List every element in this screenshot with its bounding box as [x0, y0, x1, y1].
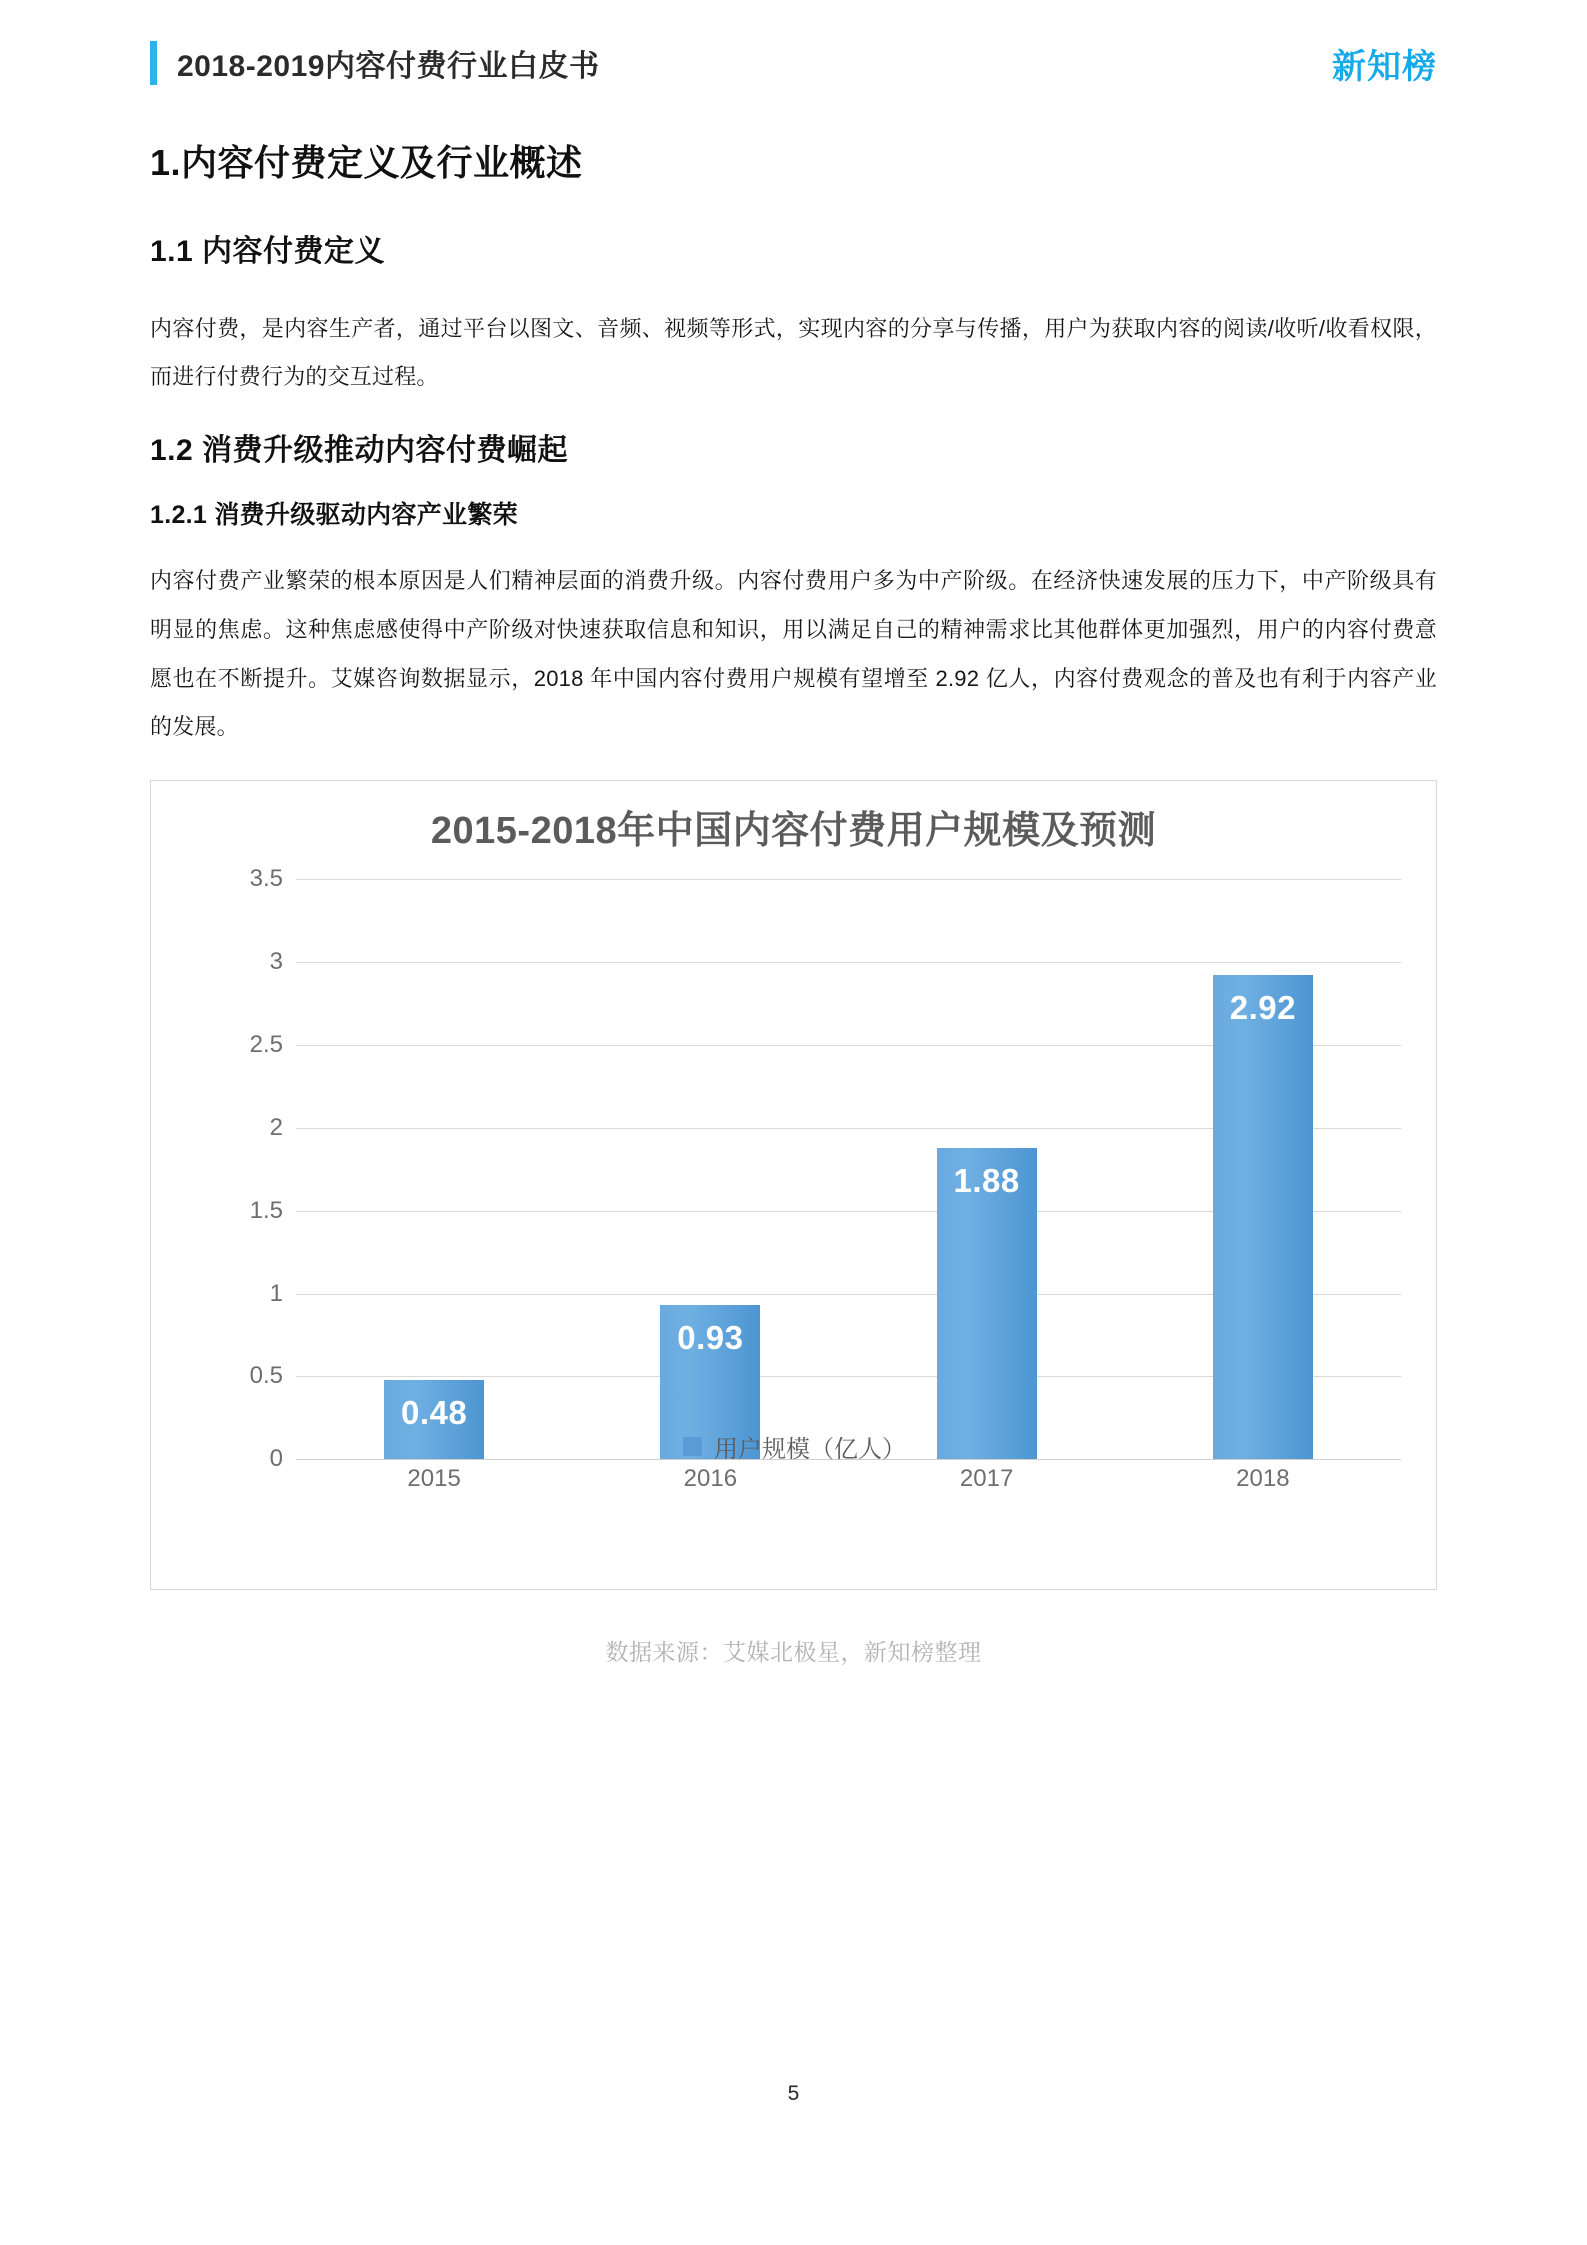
chart-bar-slot	[572, 879, 848, 1459]
chart-plot-area	[151, 865, 1438, 1519]
spacer	[150, 470, 1437, 500]
document-header	[150, 30, 1437, 96]
header-accent-bar	[150, 41, 157, 85]
spacer	[150, 271, 1437, 305]
spacer	[150, 402, 1437, 432]
chart-source-caption: 数据来源：艾媒北极星，新知榜整理	[605, 1639, 982, 1666]
chart-bar-slot	[849, 879, 1125, 1459]
spacer	[150, 185, 1437, 233]
header-left-group	[150, 41, 599, 85]
legend-swatch-icon	[683, 1437, 702, 1456]
chart-bar-slot	[296, 879, 572, 1459]
chart-y-tick-label: 3.5	[249, 865, 283, 893]
chart-bar-value-label: 1.88	[953, 1161, 1020, 1199]
chart-bars	[296, 879, 1401, 1459]
chart-grid	[296, 879, 1401, 1459]
chart-card	[150, 780, 1437, 1590]
chart-bar	[937, 1148, 1037, 1460]
page-number: 5	[787, 2082, 800, 2105]
chart-x-tick-label: 2015	[407, 1465, 461, 1493]
chart-bar-value-label: 0.93	[677, 1319, 744, 1357]
chart-bar-slot	[1125, 879, 1401, 1459]
section-heading-1-2-1: 1.2.1 消费升级驱动内容产业繁荣	[150, 500, 518, 529]
brand-logo: 新知榜	[1332, 46, 1437, 87]
document-title: 2018-2019内容付费行业白皮书	[177, 50, 600, 83]
section-heading-1-2: 1.2 消费升级推动内容付费崛起	[150, 434, 569, 468]
chart-y-tick-label: 0	[269, 1445, 283, 1473]
spacer	[150, 531, 1437, 557]
chart-x-tick-label: 2018	[1236, 1465, 1290, 1493]
chart-y-tick-label: 2.5	[249, 1030, 283, 1058]
chart-title: 2015-2018年中国内容付费用户规模及预测	[430, 810, 1157, 853]
section-heading-1: 1.内容付费定义及行业概述	[150, 142, 583, 183]
chart-y-tick-label: 3	[269, 948, 283, 976]
legend-label: 用户规模（亿人）	[714, 1436, 906, 1464]
chart-x-tick-label: 2017	[959, 1465, 1014, 1493]
chart-y-tick-label: 1.5	[249, 1196, 283, 1224]
chart-x-tick-label: 2016	[683, 1465, 738, 1493]
chart-y-tick-label: 0.5	[249, 1362, 283, 1390]
document-content	[150, 140, 1437, 1667]
chart-legend	[151, 1429, 1438, 1464]
paragraph-consumption-upgrade: 内容付费产业繁荣的根本原因是人们精神层面的消费升级。内容付费用户多为中产阶级。在经济快速发展的压力下，中产阶级具有明显的焦虑。这种焦虑感使得中产阶级对快速获取信息和知识，用以满足自己的精神需求比其他群体更加强烈，用户的内容付费意愿也在不断提升。艾媒咨询数据显示，2018 年中国内容付费用户规模有望增至 2.92 亿人，内容付费观念的普及也有利于内容产业的发展。	[150, 567, 1437, 740]
section-heading-1-1: 1.1 内容付费定义	[150, 235, 386, 268]
chart-bar-value-label: 2.92	[1229, 989, 1296, 1027]
chart-x-axis	[296, 1465, 1401, 1493]
chart-y-tick-label: 2	[269, 1113, 283, 1141]
chart-y-axis	[171, 865, 291, 1473]
chart-y-tick-label: 1	[269, 1279, 283, 1307]
chart-bar	[1213, 975, 1313, 1459]
chart-bar-value-label: 0.48	[401, 1393, 468, 1431]
paragraph-definition: 内容付费，是内容生产者，通过平台以图文、音频、视频等形式，实现内容的分享与传播，用户为获取内容的阅读/收听/收看权限，而进行付费行为的交互过程。	[150, 315, 1437, 390]
